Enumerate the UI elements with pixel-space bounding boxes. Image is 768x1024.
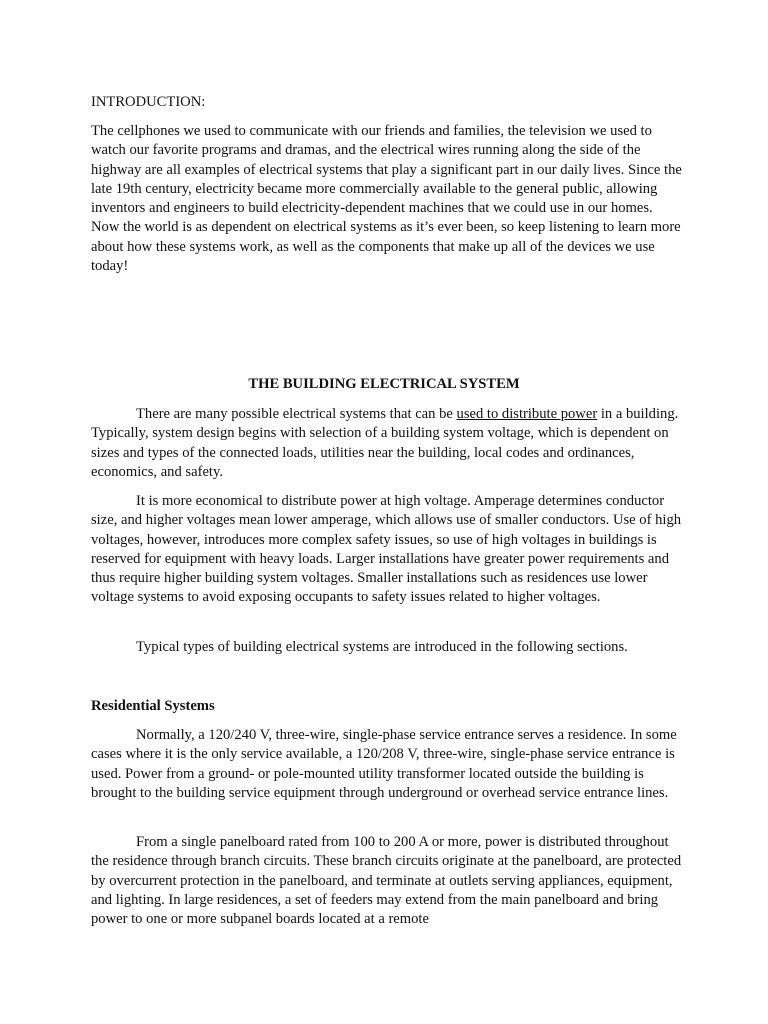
intro-heading: INTRODUCTION: bbox=[91, 94, 206, 110]
intro-paragraph: The cellphones we used to communicate with our friends and families, the television we used to watch our favorite programs and dramas, and the electrical wires running along the side of the highway are all examples of electrical systems that play a significant part in our daily lives. Since the late 19th century, electricity became more commercially available to the general public, allowing inventors and engineers to build electricity-dependent machines that we could use in our homes. Now the world is as dependent on electrical systems as it’s ever been, so keep listening to learn more about how these systems work, as well as the components that make up all of the devices we use today! bbox=[91, 123, 682, 275]
residential-paragraph-2: From a single panelboard rated from 100 to 200 A or more, power is distributed throughout the residence through branch circuits. These branch circuits originate at the panelboard, are protected by overcurrent protection in the panelboard, and terminate at outlets serving appliances, equipment, and lighting. In large residences, a set of feeders may extend from the main panelboard and bring power to one or more subpanel boards located at a remote bbox=[91, 834, 682, 928]
section-heading-residential-systems: Residential Systems bbox=[91, 698, 215, 714]
building-paragraph-1-text-b: in a building. Typically, system design begins with selection of a building system voltage, which is dependent on sizes and types of the connected loads, utilities near the building, local codes and ordinances, economics, and safety. bbox=[91, 406, 679, 480]
building-paragraph-3: Typical types of building electrical systems are introduced in the following sections. bbox=[136, 639, 628, 655]
underlined-phrase-link[interactable]: used to distribute power bbox=[456, 406, 598, 422]
section-heading-building-electrical-system: THE BUILDING ELECTRICAL SYSTEM bbox=[248, 376, 520, 392]
building-paragraph-1 bbox=[91, 405, 683, 482]
building-paragraph-1-text-a: There are many possible electrical systems that can be bbox=[136, 406, 457, 422]
building-paragraph-2: It is more economical to distribute power at high voltage. Amperage determines conductor size, and higher voltages mean lower amperage, which allows use of smaller conductors. Use of high voltages, however, introduces more complex safety issues, so use of high voltages in buildings is reserved for equipment with heavy loads. Larger installations have greater power requirements and thus require higher building system voltages. Smaller installations such as residences use lower voltage systems to avoid exposing occupants to safety issues related to higher voltages. bbox=[91, 493, 682, 606]
residential-paragraph-1: Normally, a 120/240 V, three-wire, single-phase service entrance serves a residence. In some cases where it is the only service available, a 120/208 V, three-wire, single-phase service entrance is used. Power from a ground- or pole-mounted utility transformer located outside the building is brought to the building service equipment through underground or overhead service entrance lines. bbox=[91, 727, 677, 801]
